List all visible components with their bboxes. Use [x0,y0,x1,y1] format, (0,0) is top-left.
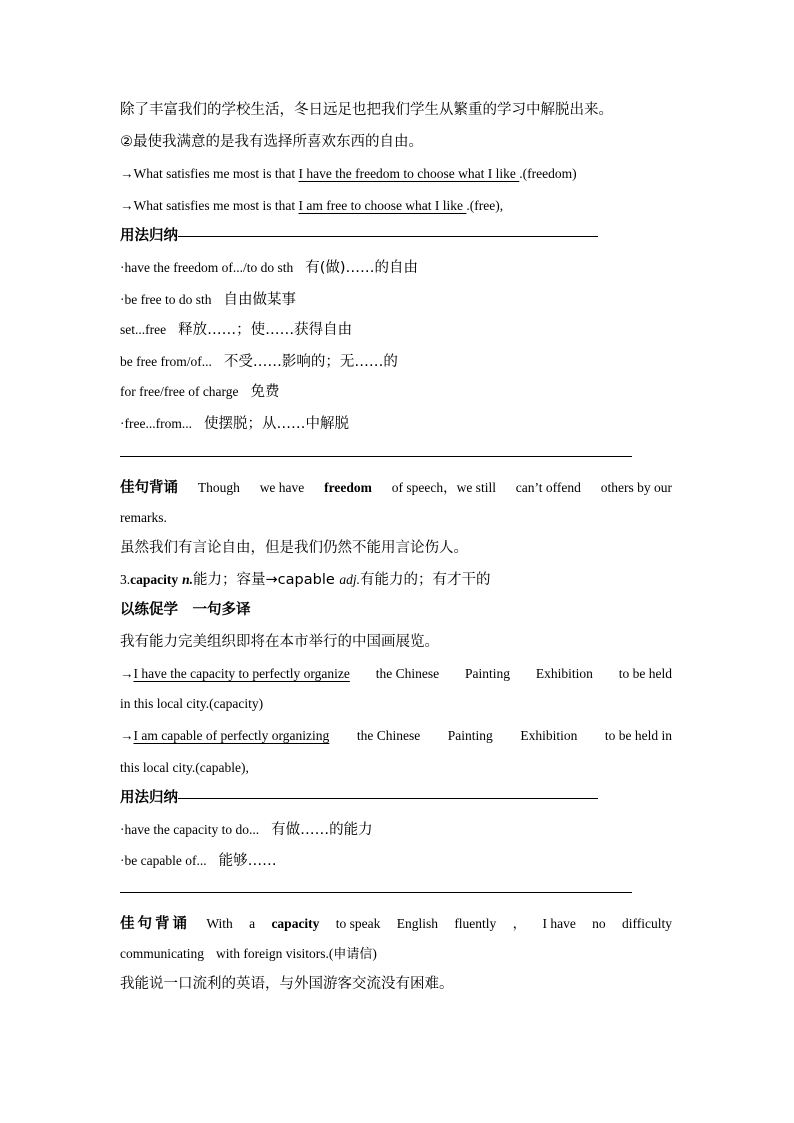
model-translation: 我能说一口流利的英语，与外国游客交流没有困难。 [120,976,454,992]
translation-freedom: →What satisfies me most is that I have the freedom to choose what I like .(freedom) [120,166,577,181]
heading-rule [178,236,598,237]
usage-heading: 用法归纳 [120,226,598,246]
usage-item: be free from/of... 不受……影响的；无……的 [120,354,398,370]
answer-underlined: I am capable of perfectly organizing [133,728,330,743]
translation-capacity: →I have the capacity to perfectly organize the Chinese Painting Exhibition to be held [120,666,672,681]
practice-heading: 以练促学 一句多译 [120,602,251,618]
answer-underlined: I have the freedom to choose what I like [298,166,520,181]
section-divider [120,892,632,893]
translation-free: →What satisfies me most is that I am free to choose what I like .(free), [120,198,504,213]
chinese-prompt: 我有能力完美组织即将在本市举行的中国画展览。 [120,634,439,650]
vocab-heading: 3.capacity n.能力；容量→capable adj.有能力的；有才干的 [120,572,491,588]
usage-item: ·free...from... 使摆脱；从……中解脱 [120,416,349,432]
translation-capacity-cont: in this local city.(capacity) [120,696,264,711]
paragraph-line: 除了丰富我们的学校生活，冬日远足也把我们学生从繁重的学习中解脱出来。 [120,102,613,118]
usage-item: ·be free to do sth 自由做某事 [120,292,296,308]
answer-underlined: I have the capacity to perfectly organize [133,666,350,681]
usage-item: set...free 释放……；使……获得自由 [120,322,353,338]
usage-item: ·have the capacity to do... 有做……的能力 [120,822,373,838]
model-sentence-cont: remarks. [120,510,167,525]
model-sentence: 佳句背诵 With a capacity to speak English fluently ， I have no difficulty [120,916,672,932]
model-sentence-cont: communicating with foreign visitors.(申请信) [120,946,377,962]
translation-capable: →I am capable of perfectly organizing the Chinese Painting Exhibition to be held in [120,728,672,743]
usage-item: ·have the freedom of.../to do sth 有(做)……的自由 [120,260,419,276]
heading-rule [178,798,598,799]
usage-item: for free/free of charge 免费 [120,384,280,400]
model-translation: 虽然我们有言论自由，但是我们仍然不能用言论伤人。 [120,540,468,556]
usage-item: ·be capable of... 能够…… [120,853,277,869]
chinese-prompt: ②最使我满意的是我有选择所喜欢东西的自由。 [120,134,423,150]
section-divider [120,456,632,457]
usage-heading: 用法归纳 [120,788,598,808]
answer-underlined: I am free to choose what I like [298,198,467,213]
translation-capable-cont: this local city.(capable), [120,760,249,775]
model-sentence: 佳句背诵 Though we have freedom of speech，we still can’t offend others by our [120,480,672,496]
